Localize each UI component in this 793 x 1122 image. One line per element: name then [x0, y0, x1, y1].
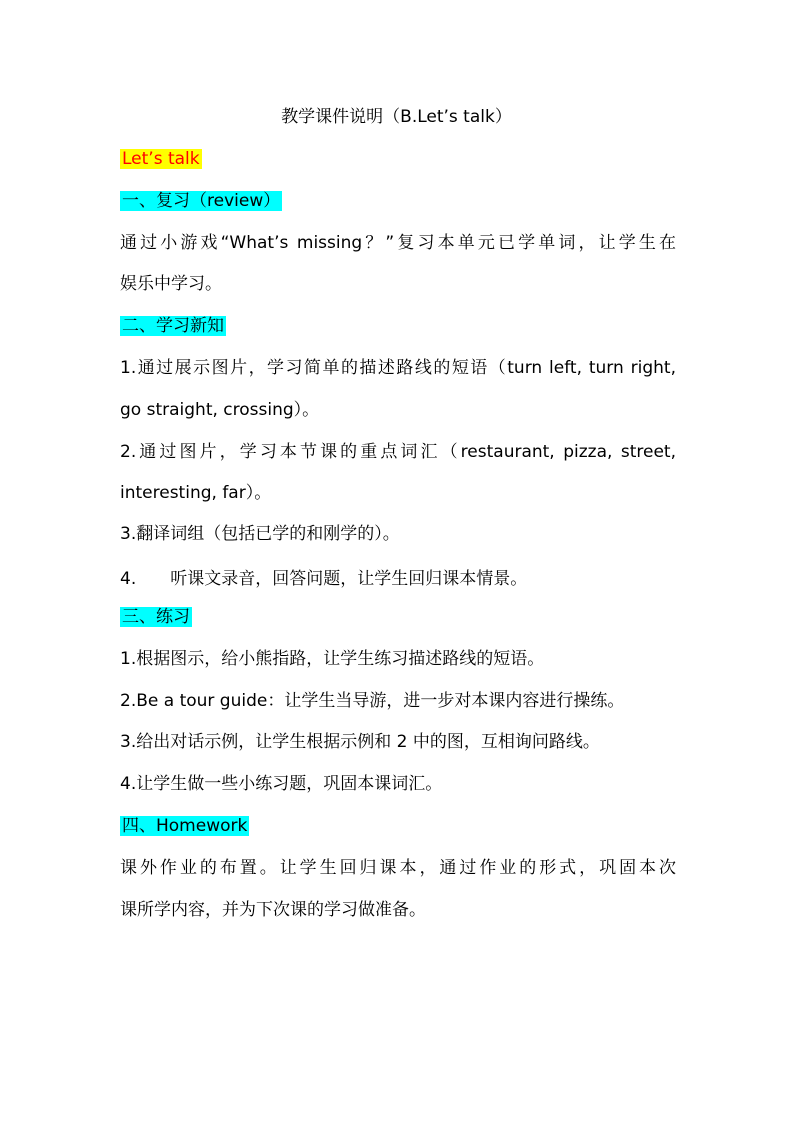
- subtitle-line: [120, 148, 676, 170]
- practice-heading-line: [120, 606, 676, 628]
- homework-text-line-2: 课所学内容，并为下次课的学习做准备。: [120, 900, 426, 920]
- practice-item-3: 3.给出对话示例，让学生根据示例和 2 中的图，互相询问路线。: [120, 732, 600, 752]
- homework-text-line-1: 课外作业的布置。让学生回归课本，通过作业的形式，巩固本次: [120, 858, 676, 878]
- practice-item-2: 2.Be a tour guide：让学生当导游，进一步对本课内容进行操练。: [120, 691, 625, 711]
- review-heading-line: [120, 190, 676, 212]
- practice-item-1: 1.根据图示，给小熊指路，让学生练习描述路线的短语。: [120, 649, 545, 669]
- homework-heading-line: [120, 815, 676, 837]
- new-item-4: 4. 听课文录音，回答问题，让学生回归课本情景。: [120, 569, 528, 589]
- new-heading: 二、学习新知: [122, 316, 224, 336]
- page-title: 教学课件说明（B.Let’s talk）: [281, 107, 512, 127]
- new-heading-line: [120, 315, 676, 337]
- practice-item-4: 4.让学生做一些小练习题，巩固本课词汇。: [120, 774, 443, 794]
- review-text-line-1: 通过小游戏“What’s missing？”复习本单元已学单词，让学生在: [120, 233, 676, 253]
- new-item-1-line-1: 1.通过展示图片，学习简单的描述路线的短语（turn left, turn right,: [120, 358, 676, 378]
- new-item-2-line-1: 2.通过图片，学习本节课的重点词汇（restaurant, pizza, street,: [120, 442, 676, 462]
- homework-heading: 四、Homework: [122, 816, 248, 836]
- new-item-3: 3.翻译词组（包括已学的和刚学的）。: [120, 524, 400, 544]
- practice-heading: 三、练习: [122, 607, 190, 627]
- new-item-2-line-2: interesting, far）。: [120, 483, 272, 503]
- new-item-1-line-2: go straight, crossing）。: [120, 400, 320, 420]
- subtitle: Let’s talk: [122, 149, 200, 169]
- review-text-line-2: 娱乐中学习。: [120, 274, 222, 294]
- review-heading: 一、复习（review）: [122, 191, 281, 211]
